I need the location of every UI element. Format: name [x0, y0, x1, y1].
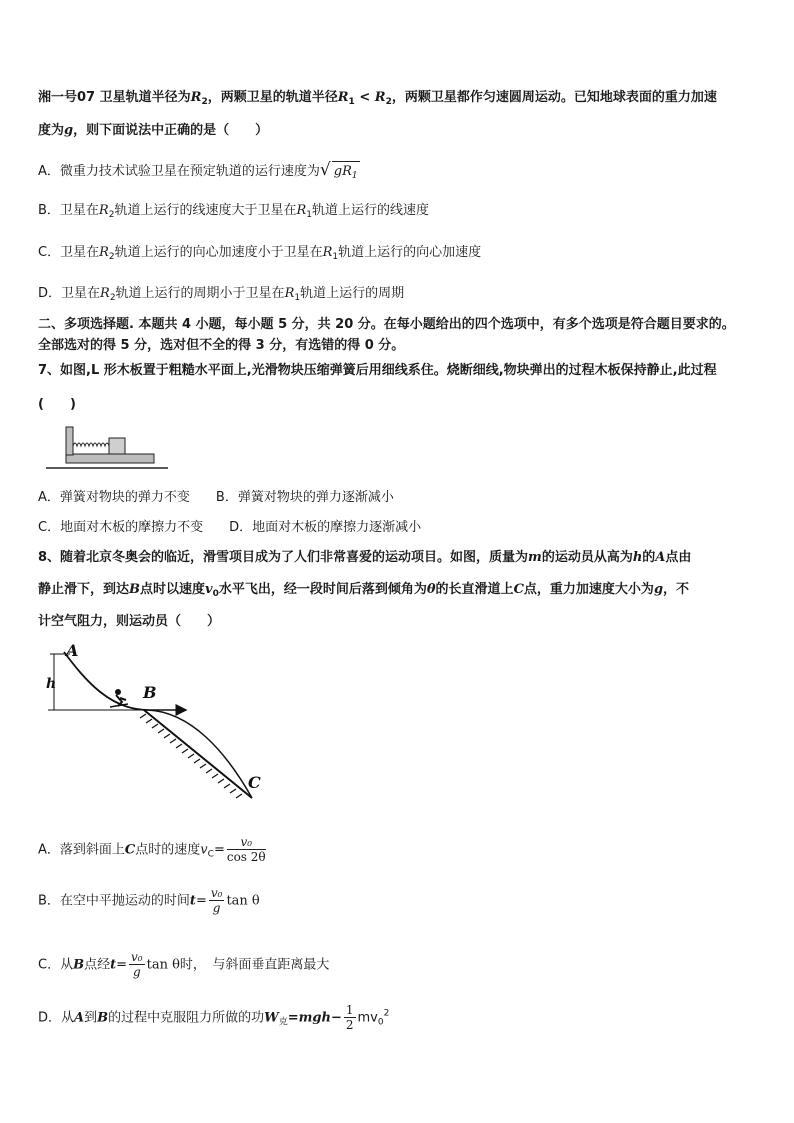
label-c: C: [248, 773, 261, 792]
q8-option-c: C．从B点经t= $\frac{\text{v₀}}{g}$ tan θ时， 与斜面垂直距离最大: [38, 950, 330, 979]
ramp-curve: [64, 652, 148, 710]
fraction: $\frac{\text{v₀}}{\cos 2\theta}$: [226, 835, 266, 864]
label-b: B: [143, 683, 157, 702]
fraction: $\frac{1}{2}$: [345, 1003, 354, 1032]
q8-stem-2: 静止滑下，到达B点时以速度$v_0$水平飞出，经一段时间后落到倾角为θ的长直滑道上C点，重力加速度大小为g，不: [38, 582, 690, 599]
sqrt-expression: $gR_1$: [332, 161, 360, 186]
q8-stem-1: 8、随着北京冬奥会的临近，滑雪项目成为了人们非常喜爱的运动项目。如图，质量为m的运动员从高为h的A点由: [38, 550, 692, 565]
q6-line2: 度为g，则下面说法中正确的是（ ）: [38, 123, 269, 138]
q7-options-cd: C．地面对木板的摩擦力不变 D．地面对木板的摩擦力逐渐减小: [38, 520, 422, 535]
l-board-wall: [66, 427, 73, 455]
label-h: h: [46, 676, 57, 692]
q6-option-a: A．微重力技术试验卫星在预定轨道的运行速度为√ $gR_1$: [38, 160, 360, 186]
incline: [144, 710, 252, 798]
label-a: A: [66, 641, 79, 660]
l-board-base: [66, 454, 154, 463]
fraction: $\frac{\text{v₀}}{g}$: [210, 886, 223, 915]
spring: [73, 443, 109, 446]
q7-options-ab: A．弹簧对物块的弹力不变 B．弹簧对物块的弹力逐渐减小: [38, 490, 394, 505]
q7-stem: 7、如图,L 形木板置于粗糙水平面上,光滑物块压缩弹簧后用细线系住。烧断细线,物块弹出的过程木板保持静止,此过程: [38, 363, 717, 378]
q7-paren: ( ): [38, 397, 76, 412]
q8-option-a: A．落到斜面上C点时的速度$v_C=$ $\frac{\text{v₀}}{\cos 2\theta}$: [38, 835, 266, 864]
q8-figure: [40, 640, 280, 808]
q8-option-b: B．在空中平抛运动的时间t= $\frac{\text{v₀}}{g}$ tan θ: [38, 886, 260, 915]
q8-option-d: D．从A到B的过程中克服阻力所做的功$W_克=mgh-$ $\frac{1}{2}$ $mv_0^2$: [38, 1003, 390, 1032]
q8-stem-3: 计空气阻力，则运动员（ ）: [38, 614, 221, 629]
q6-option-d: D．卫星在$R_2$轨道上运行的周期小于卫星在$R_1$轨道上运行的周期: [38, 286, 405, 303]
skier-icon: [110, 689, 128, 707]
section2-line1: 二、多项选择题. 本题共 4 小题，每小题 5 分，共 20 分。在每小题给出的四个选项中，有多个选项是符合题目要求的。: [38, 317, 735, 332]
incline-hatching: [140, 714, 242, 798]
q7-figure: [46, 420, 170, 472]
block: [109, 438, 125, 454]
section2-line2: 全部选对的得 5 分，选对但不全的得 3 分，有选错的得 0 分。: [38, 338, 405, 353]
fraction: $\frac{\text{v₀}}{g}$: [131, 950, 143, 979]
q6-option-c: C．卫星在$R_2$轨道上运行的向心加速度小于卫星在$R_1$轨道上运行的向心加速度: [38, 245, 482, 262]
q6-option-b: B．卫星在$R_2$轨道上运行的线速度大于卫星在$R_1$轨道上运行的线速度: [38, 203, 430, 220]
q6-line1: 湘一号07 卫星轨道半径为$R_2$，两颗卫星的轨道半径$R_1 < R_2$，两颗卫星都作匀速圆周运动。已知地球表面的重力加速: [38, 90, 717, 107]
